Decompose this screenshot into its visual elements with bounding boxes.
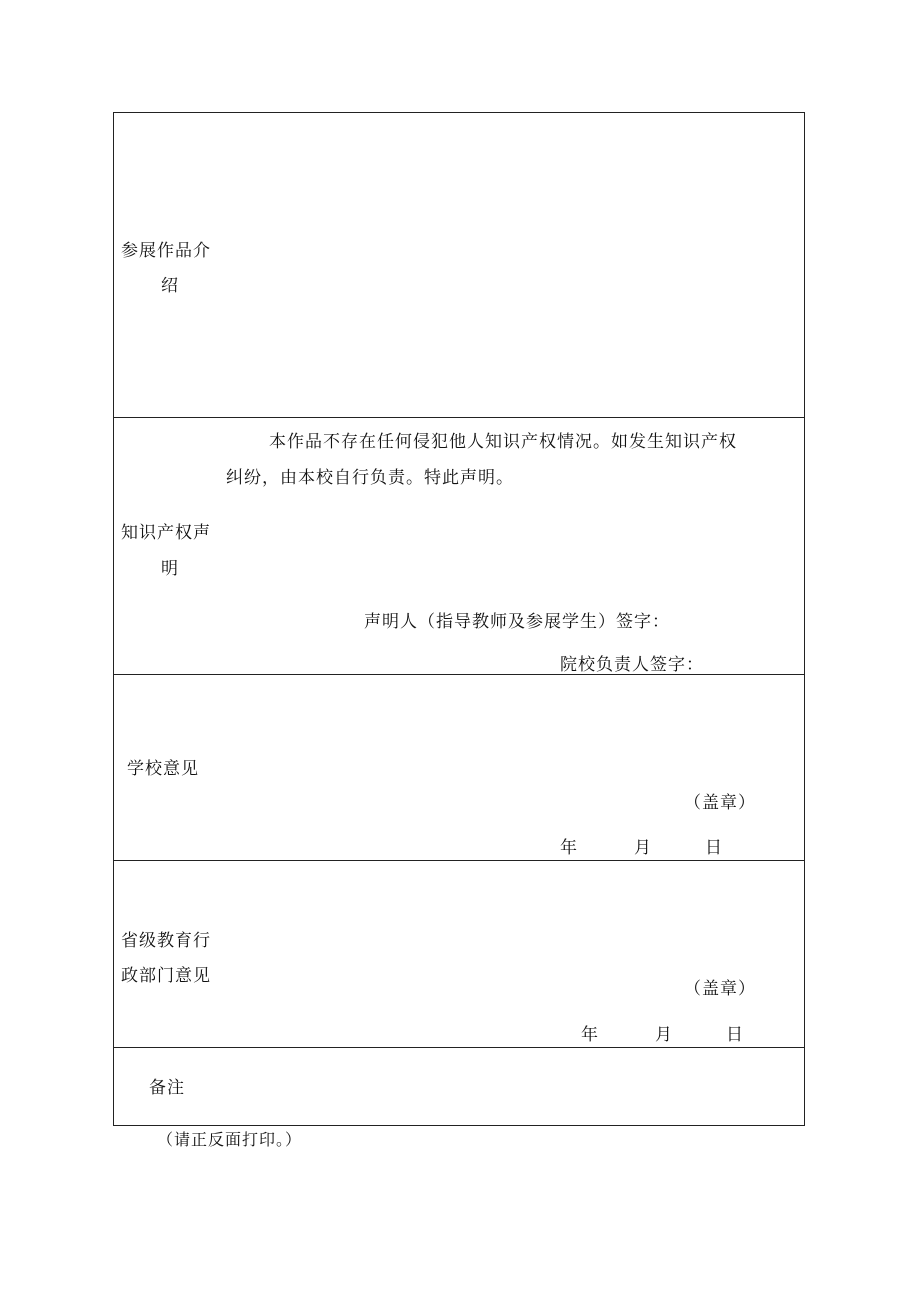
school-date-year: 年 [560,838,578,858]
ip-statement-label-line2: 明 [161,559,179,579]
print-note: （请正反面打印。） [157,1130,303,1149]
work-intro-label-line1: 参展作品介 [121,241,211,261]
ip-statement-text-line2: 纠纷，由本校自行负责。特此声明。 [226,468,514,488]
ip-statement-text-line1: 本作品不存在任何侵犯他人知识产权情况。如发生知识产权 [269,432,737,452]
provincial-opinion-label-line2: 政部门意见 [121,966,211,986]
work-intro-label-line2: 绍 [161,276,179,296]
provincial-date-year: 年 [581,1025,599,1045]
declarant-signature-label: 声明人（指导教师及参展学生）签字： [364,612,670,632]
row-provincial-opinion [114,860,804,1047]
school-date-day: 日 [705,838,723,858]
ip-statement-label-line1: 知识产权声 [121,523,211,543]
application-form-table [113,112,805,1126]
row-remarks [114,1047,804,1125]
row-ip-statement [114,417,804,674]
school-seal-label: （盖章） [684,793,756,813]
row-school-opinion [114,674,804,860]
remarks-label: 备注 [149,1078,185,1098]
provincial-date-month: 月 [655,1025,673,1045]
provincial-date-day: 日 [726,1025,744,1045]
school-head-signature-label: 院校负责人签字： [560,655,704,675]
row-work-intro [114,113,804,417]
provincial-seal-label: （盖章） [684,979,756,999]
provincial-opinion-label-line1: 省级教育行 [121,931,211,951]
school-opinion-label: 学校意见 [127,759,199,779]
school-date-month: 月 [634,838,652,858]
